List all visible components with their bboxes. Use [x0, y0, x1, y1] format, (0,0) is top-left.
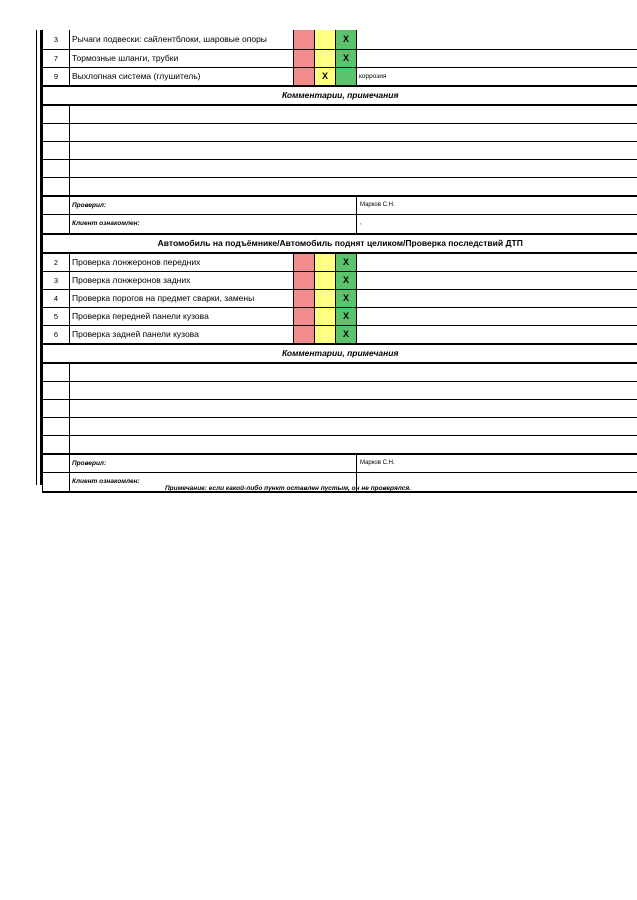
comment-row	[43, 141, 637, 159]
table-row	[43, 289, 637, 307]
comment-line[interactable]	[70, 399, 637, 417]
section-title-row	[43, 234, 637, 253]
status-green-cell[interactable]: X	[336, 325, 357, 344]
comment-row	[43, 399, 637, 417]
row-name: Проверка задней панели кузова	[70, 325, 294, 344]
comment-line[interactable]	[70, 159, 637, 177]
comment-line[interactable]	[70, 141, 637, 159]
checked-value[interactable]: Марков С.Н.	[357, 454, 637, 473]
checked-row	[43, 454, 637, 473]
row-number: 6	[43, 325, 70, 344]
row-number: 2	[43, 253, 70, 272]
status-red-cell[interactable]	[294, 289, 315, 307]
status-yellow-cell[interactable]	[315, 307, 336, 325]
row-note[interactable]	[357, 271, 637, 289]
table-row	[43, 67, 637, 86]
row-note[interactable]	[357, 30, 637, 49]
checked-value[interactable]: Марков С.Н.	[357, 196, 637, 215]
checked-label: Проверил:	[70, 454, 357, 473]
client-label: Клиент ознакомлен:	[70, 215, 357, 234]
row-note[interactable]	[357, 289, 637, 307]
status-red-cell[interactable]	[294, 271, 315, 289]
status-green-cell[interactable]: X	[336, 289, 357, 307]
status-yellow-cell[interactable]	[315, 30, 336, 49]
checked-row	[43, 196, 637, 215]
row-name: Выхлопная система (глушитель)	[70, 67, 294, 86]
status-red-cell[interactable]	[294, 49, 315, 67]
comment-row	[43, 381, 637, 399]
comment-line[interactable]	[70, 435, 637, 454]
row-name: Проверка лонжеронов передних	[70, 253, 294, 272]
row-number: 3	[43, 271, 70, 289]
row-name: Проверка порогов на предмет сварки, замены	[70, 289, 294, 307]
status-green-cell[interactable]: X	[336, 49, 357, 67]
client-value[interactable]: ,	[357, 215, 637, 234]
row-number: 9	[43, 67, 70, 86]
status-yellow-cell[interactable]: X	[315, 67, 336, 86]
row-note[interactable]	[357, 253, 637, 272]
status-green-cell[interactable]: X	[336, 30, 357, 49]
status-red-cell[interactable]	[294, 325, 315, 344]
table-row	[43, 30, 637, 49]
comments-header-row	[43, 86, 637, 105]
comments-title: Комментарии, примечания	[43, 86, 637, 105]
row-name: Проверка передней панели кузова	[70, 307, 294, 325]
row-name: Тормозные шланги, трубки	[70, 49, 294, 67]
row-note[interactable]: коррозия	[357, 67, 637, 86]
client-row	[43, 215, 637, 234]
comment-line[interactable]	[70, 417, 637, 435]
row-note[interactable]	[357, 307, 637, 325]
status-yellow-cell[interactable]	[315, 253, 336, 272]
comment-row	[43, 105, 637, 124]
status-yellow-cell[interactable]	[315, 289, 336, 307]
row-note[interactable]	[357, 49, 637, 67]
status-red-cell[interactable]	[294, 30, 315, 49]
status-red-cell[interactable]	[294, 253, 315, 272]
status-green-cell[interactable]: X	[336, 307, 357, 325]
comment-line[interactable]	[70, 105, 637, 124]
comments-header-row	[43, 344, 637, 363]
comment-row	[43, 123, 637, 141]
comment-row	[43, 363, 637, 382]
table-row	[43, 307, 637, 325]
comment-line[interactable]	[70, 123, 637, 141]
table-row	[43, 271, 637, 289]
row-number: 4	[43, 289, 70, 307]
row-number: 3	[43, 30, 70, 49]
comments-title: Комментарии, примечания	[43, 344, 637, 363]
comment-row	[43, 177, 637, 196]
client-label: Клиент ознакомлен:	[70, 473, 357, 492]
row-note[interactable]	[357, 325, 637, 344]
table-row	[43, 325, 637, 344]
status-green-cell[interactable]	[336, 67, 357, 86]
comment-line[interactable]	[70, 363, 637, 382]
left-border-outer	[36, 30, 37, 485]
comment-row	[43, 435, 637, 454]
status-red-cell[interactable]	[294, 67, 315, 86]
row-name: Рычаги подвески: сайлентблоки, шаровые опоры	[70, 30, 294, 49]
row-number: 5	[43, 307, 70, 325]
comment-row	[43, 417, 637, 435]
status-yellow-cell[interactable]	[315, 49, 336, 67]
row-number: 7	[43, 49, 70, 67]
comment-line[interactable]	[70, 381, 637, 399]
status-red-cell[interactable]	[294, 307, 315, 325]
row-name: Проверка лонжеронов задних	[70, 271, 294, 289]
table-row	[43, 253, 637, 272]
checked-label: Проверил:	[70, 196, 357, 215]
section1-table	[42, 30, 637, 493]
status-green-cell[interactable]: X	[336, 271, 357, 289]
status-green-cell[interactable]: X	[336, 253, 357, 272]
status-yellow-cell[interactable]	[315, 271, 336, 289]
footnote: Примечание: если какой-либо пункт оставлен пустым, он не проверялся.	[165, 485, 411, 492]
comment-row	[43, 159, 637, 177]
table-row	[43, 49, 637, 67]
comment-line[interactable]	[70, 177, 637, 196]
section2-title: Автомобиль на подъёмнике/Автомобиль поднят целиком/Проверка последствий ДТП	[43, 234, 637, 253]
status-yellow-cell[interactable]	[315, 325, 336, 344]
